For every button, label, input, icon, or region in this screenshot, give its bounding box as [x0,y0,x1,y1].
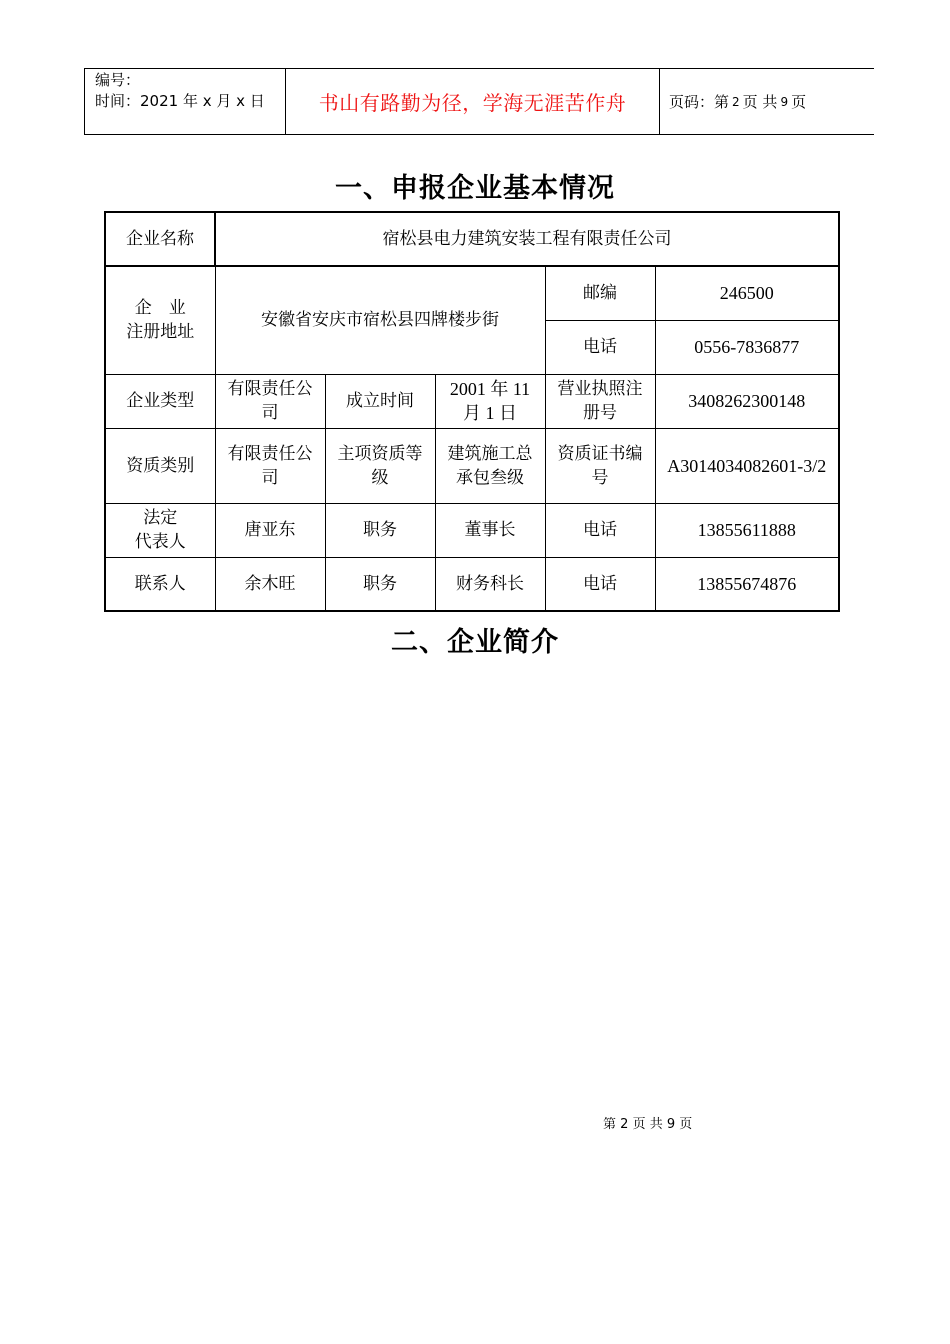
company-info-table [104,211,840,612]
section-title-basic-info: 一、申报企业基本情况 [335,173,615,204]
section-title-company-intro: 二、企业简介 [391,627,559,658]
postcode-label: 邮编 [545,266,655,320]
founded-label: 成立时间 [325,374,435,428]
footer-middle: 页 共 [632,1117,663,1132]
contact-post-label: 职务 [325,557,435,611]
table-row [105,266,839,320]
company-type-label: 企业类型 [105,374,215,428]
legal-rep-label [105,503,215,557]
company-type-value: 有限责任公司 [215,374,325,428]
license-value: 3408262300148 [655,374,839,428]
table-row [105,212,839,266]
header-page-number [660,69,874,134]
header-page-prefix: 页码：第 [669,93,730,111]
qualification-level: 建筑施工总承包叁级 [435,428,545,503]
legal-rep-label-line1: 法定 [143,508,178,528]
certificate-label: 资质证书编号 [545,428,655,503]
contact-phone-label: 电话 [545,557,655,611]
table-row [105,557,839,611]
header-page-current: 2 [732,94,740,109]
page-header [84,68,874,135]
legal-rep-post-label: 职务 [325,503,435,557]
certificate-value: A3014034082601-3/2 [655,428,839,503]
footer-current: 2 [620,1117,629,1132]
footer-suffix: 页 [679,1117,693,1132]
license-label: 营业执照注册号 [545,374,655,428]
page-footer [603,1113,692,1132]
qualification-label: 资质类别 [105,428,215,503]
header-page-total: 9 [780,94,789,109]
company-name-value: 宿松县电力建筑安装工程有限责任公司 [215,212,839,266]
header-time: 时间：2021 年 x 月 x 日 [95,92,265,110]
table-row [105,374,839,428]
qualification-type: 有限责任公司 [215,428,325,503]
legal-rep-label-line2: 代表人 [134,532,186,552]
contact-post: 财务科长 [435,557,545,611]
legal-rep-name: 唐亚东 [215,503,325,557]
header-motto: 书山有路勤为径，学海无涯苦作舟 [286,69,660,134]
footer-total: 9 [666,1117,676,1132]
header-page-suffix: 页 [791,93,807,111]
address-value: 安徽省安庆市宿松县四牌楼步街 [215,266,545,374]
table-row [105,503,839,557]
header-meta [85,69,286,134]
phone-value: 0556-7836877 [655,320,839,374]
legal-rep-post: 董事长 [435,503,545,557]
contact-name: 余木旺 [215,557,325,611]
address-label-line2: 注册地址 [126,322,195,343]
address-label [105,266,215,374]
contact-label: 联系人 [105,557,215,611]
contact-phone: 13855674876 [655,557,839,611]
postcode-value: 246500 [655,266,839,320]
founded-value: 2001 年 11 月 1 日 [435,374,545,428]
table-row [105,428,839,503]
header-number: 编号： [95,71,141,89]
address-label-line1: 企 业 [134,298,186,319]
legal-rep-phone-label: 电话 [545,503,655,557]
company-name-label: 企业名称 [105,212,215,266]
footer-prefix: 第 [603,1117,617,1132]
phone-label: 电话 [545,320,655,374]
legal-rep-phone: 13855611888 [655,503,839,557]
qualification-level-label: 主项资质等级 [325,428,435,503]
header-page-middle: 页 共 [742,93,778,111]
